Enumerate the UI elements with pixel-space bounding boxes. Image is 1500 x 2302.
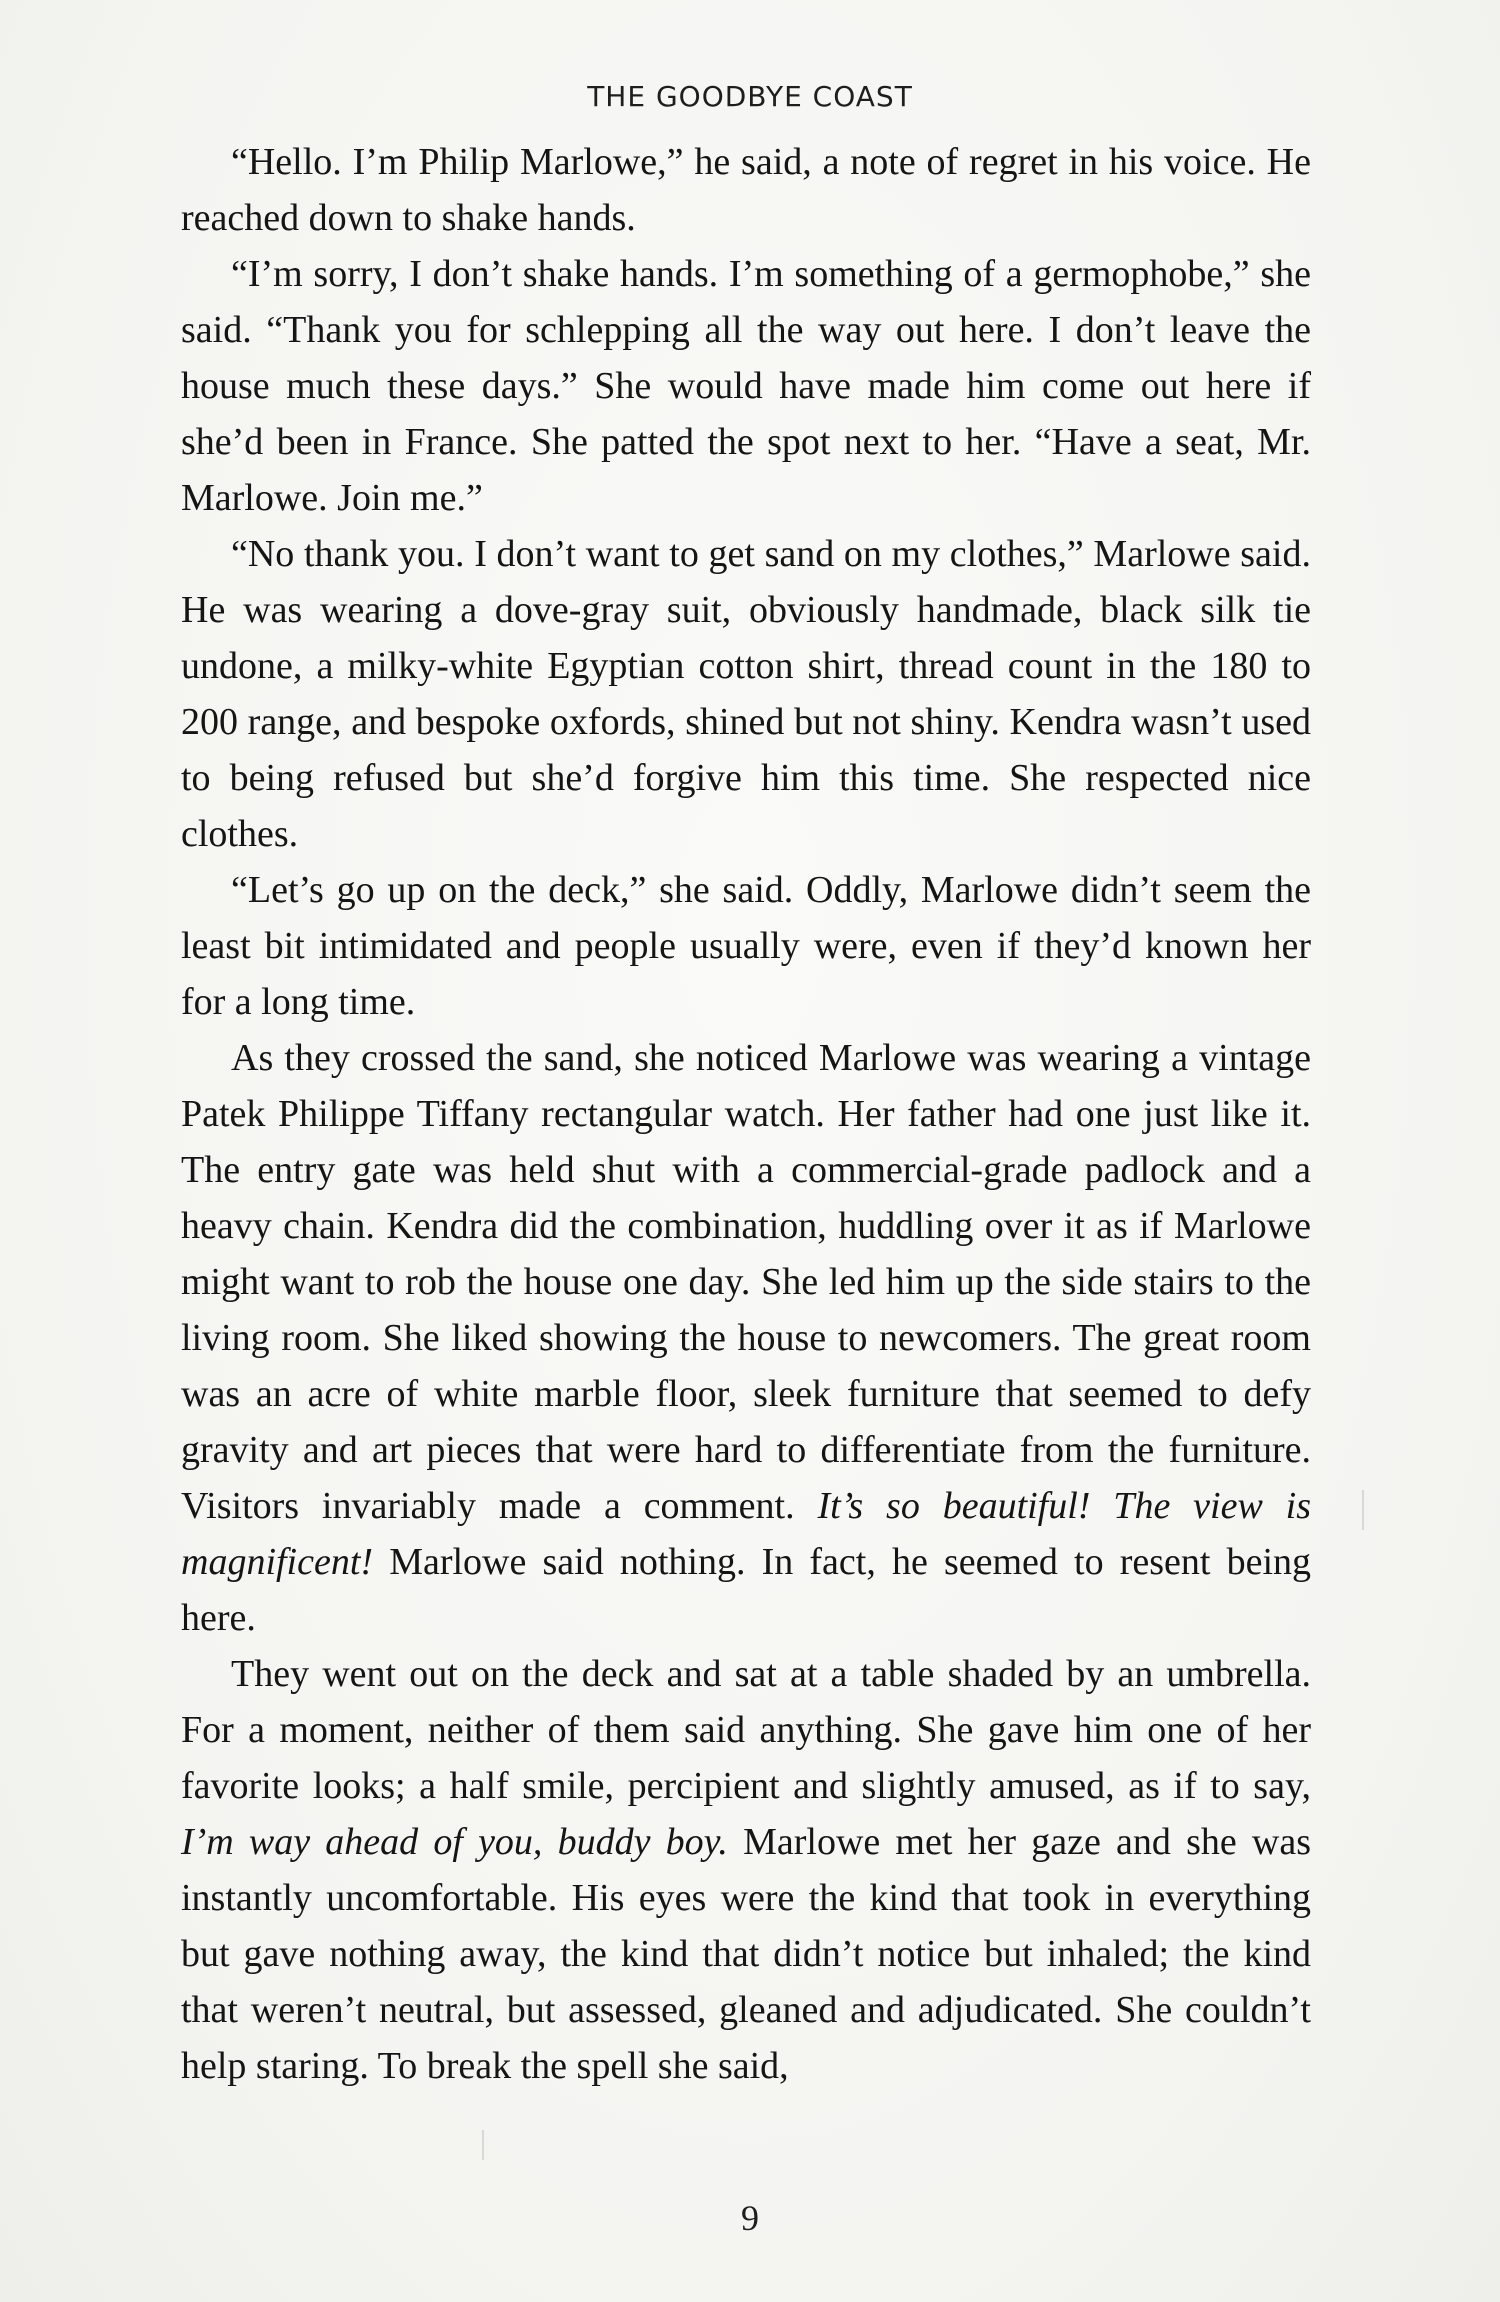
text-run: They went out on the deck and sat at a table shaded by an umbrella. For a moment, neither of them said anything. She gave him one of her favorite looks; a half smile, percipient and slightly amused, as if to say, — [181, 1653, 1311, 1807]
text-run: Marlowe said nothing. In fact, he seemed to resent being here. — [181, 1541, 1311, 1639]
paragraph — [181, 246, 1311, 526]
scan-artifact — [482, 2130, 484, 2160]
italic-text: I’m way ahead of you, buddy boy. — [181, 1821, 728, 1863]
paragraph — [181, 526, 1311, 862]
text-run: As they crossed the sand, she noticed Marlowe was wearing a vintage Patek Philippe Tiffany rectangular watch. Her father had one just like it. The entry gate was held shut with a commercial-grade padlock and a heavy chain. Kendra did the combination, huddling over it as if Marlowe might want to rob the house one day. She led him up the side stairs to the living room. She liked showing the house to newcomers. The great room was an acre of white marble floor, sleek furniture that seemed to defy gravity and art pieces that were hard to differentiate from the furniture. Visitors invariably made a comment. — [181, 1037, 1311, 1527]
text-run: “Let’s go up on the deck,” she said. Oddly, Marlowe didn’t seem the least bit intimidated and people usually were, even if they’d known her for a long time. — [181, 869, 1311, 1023]
italic-text: It’s so beautiful! The view is magnificent! — [181, 1485, 1311, 1583]
text-run: “No thank you. I don’t want to get sand on my clothes,” Marlowe said. He was wearing a dove-gray suit, obviously handmade, black silk tie undone, a milky-white Egyptian cotton shirt, thread count in the 180 to 200 range, and bespoke oxfords, shined but not shiny. Kendra wasn’t used to being refused but she’d forgive him this time. She respected nice clothes. — [181, 533, 1311, 855]
running-head: THE GOODBYE COAST — [587, 80, 913, 113]
body-text — [181, 134, 1311, 2094]
scan-artifact — [1362, 1490, 1364, 1530]
paragraph — [181, 1646, 1311, 2094]
text-run: “Hello. I’m Philip Marlowe,” he said, a note of regret in his voice. He reached down to shake hands. — [181, 141, 1311, 239]
paragraph — [181, 134, 1311, 246]
page-number: 9 — [741, 2198, 759, 2238]
text-run: “I’m sorry, I don’t shake hands. I’m something of a germophobe,” she said. “Thank you for schlepping all the way out here. I don’t leave the house much these days.” She would have made him come out here if she’d been in France. She patted the spot next to her. “Have a seat, Mr. Marlowe. Join me.” — [181, 253, 1311, 519]
paragraph — [181, 1030, 1311, 1646]
text-run: Marlowe met her gaze and she was instantly uncomfortable. His eyes were the kind that took in everything but gave nothing away, the kind that didn’t notice but inhaled; the kind that weren’t neutral, but assessed, gleaned and adjudicated. She couldn’t help staring. To break the spell she said, — [181, 1821, 1311, 2087]
paragraph — [181, 862, 1311, 1030]
